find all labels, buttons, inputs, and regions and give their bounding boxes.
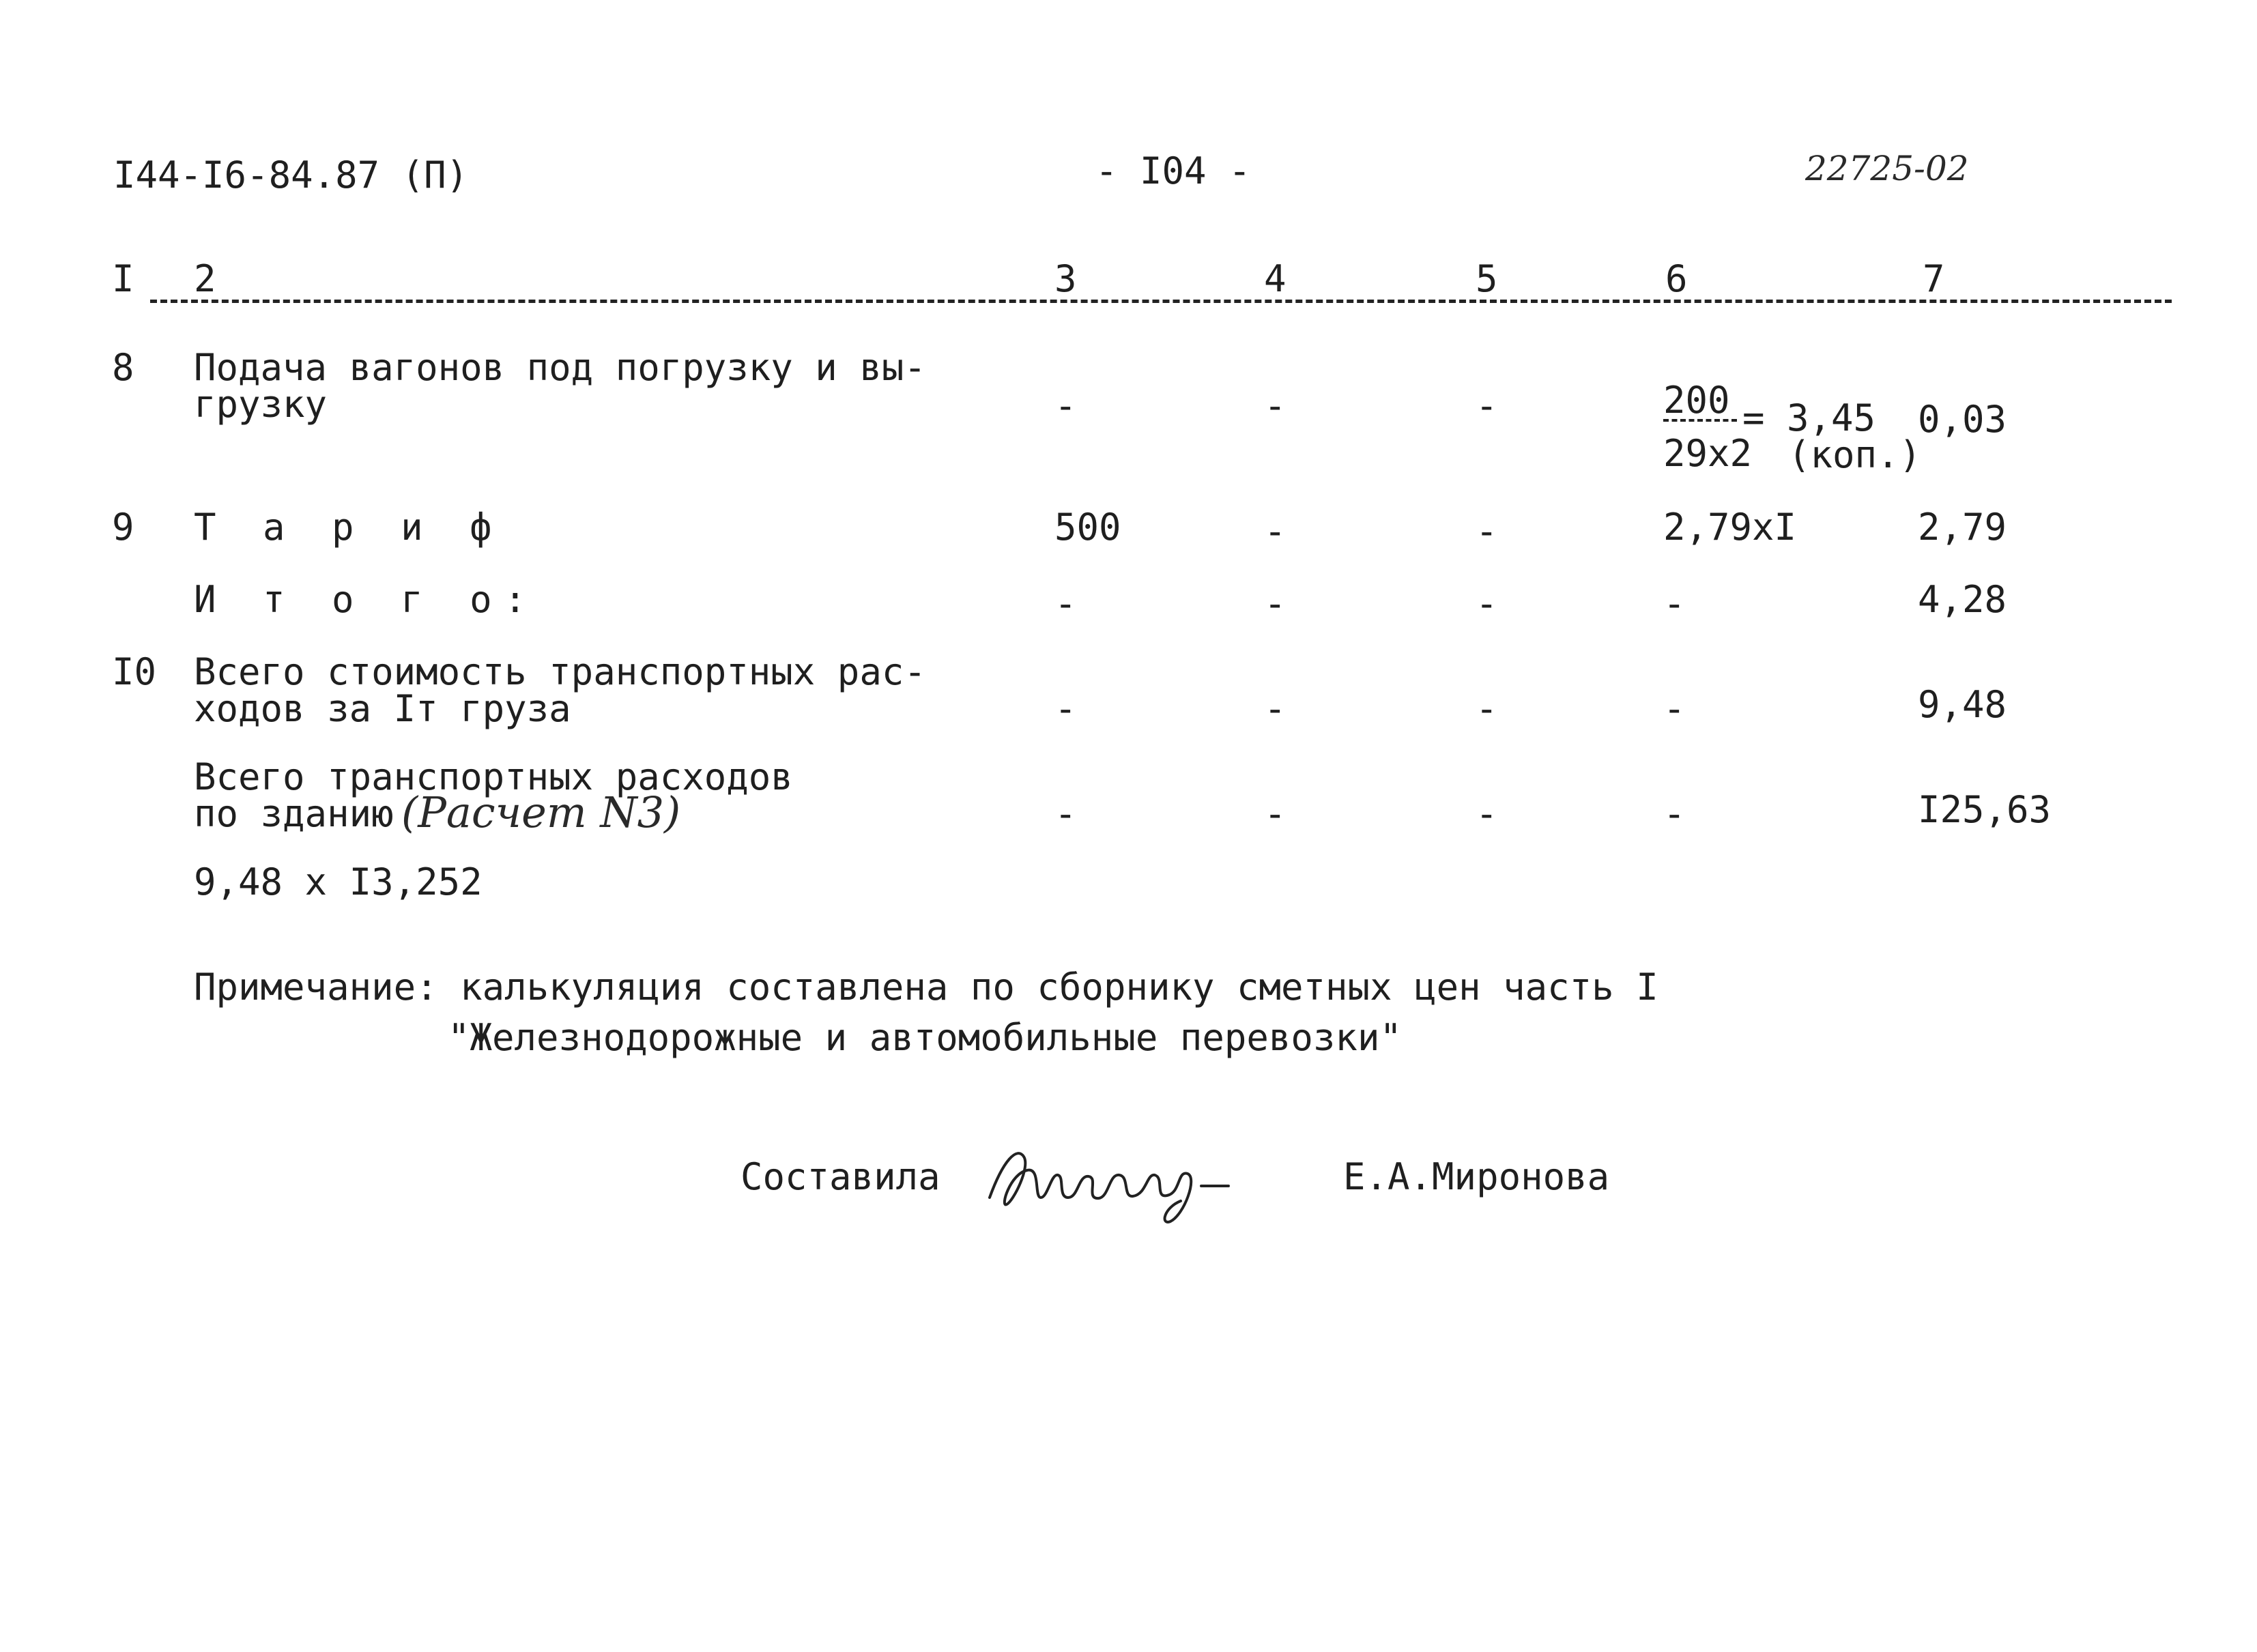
cell-col7: I25,63 bbox=[1918, 788, 2052, 831]
column-number-2: 2 bbox=[194, 257, 216, 300]
cell-col6: - bbox=[1663, 582, 1686, 625]
handwritten-calc-reference: (Расчет N3) bbox=[401, 787, 681, 837]
fraction-bar bbox=[1663, 419, 1737, 422]
row-description-cont: грузку bbox=[194, 383, 328, 426]
cell-col3: - bbox=[1054, 384, 1077, 427]
cell-col4: - bbox=[1264, 582, 1286, 625]
cell-col5: - bbox=[1476, 582, 1498, 625]
fraction-result: = 3,45 bbox=[1742, 396, 1876, 439]
column-number-3: 3 bbox=[1054, 257, 1077, 300]
signature-label: Составила bbox=[741, 1155, 940, 1198]
unit-label: (коп.) bbox=[1788, 433, 1922, 476]
signer-name: Е.А.Миронова bbox=[1343, 1155, 1610, 1198]
cell-col5: - bbox=[1476, 792, 1498, 835]
cell-col7: 0,03 bbox=[1918, 398, 2007, 441]
row-number: 9 bbox=[112, 506, 134, 549]
fraction-numerator: 200 bbox=[1663, 379, 1730, 422]
handwritten-signature bbox=[976, 1133, 1249, 1228]
cell-col7: 2,79 bbox=[1918, 506, 2007, 549]
row-description: Всего стоимость транспортных рас- bbox=[194, 650, 926, 693]
row-number: 8 bbox=[112, 346, 134, 389]
cell-col5: - bbox=[1476, 384, 1498, 427]
row-description-cont: по зданию bbox=[194, 792, 394, 835]
column-number-4: 4 bbox=[1264, 257, 1286, 300]
document-code: I44-I6-84.87 (П) bbox=[113, 154, 469, 197]
calculation-formula: 9,48 x I3,252 bbox=[194, 860, 483, 903]
cell-col3: - bbox=[1054, 582, 1077, 625]
cell-col4: - bbox=[1264, 384, 1286, 427]
header-divider bbox=[150, 300, 2172, 303]
cell-col3: - bbox=[1054, 687, 1077, 730]
row-description: Подача вагонов под погрузку и вы- bbox=[194, 346, 926, 389]
cell-col4: - bbox=[1264, 687, 1286, 730]
archive-number: 22725-02 bbox=[1805, 149, 1969, 188]
cell-col4: - bbox=[1264, 510, 1286, 553]
cell-col7: 4,28 bbox=[1918, 578, 2007, 621]
cell-col5: - bbox=[1476, 687, 1498, 730]
row-description: Всего транспортных расходов bbox=[194, 755, 793, 798]
cell-col3: 500 bbox=[1054, 506, 1121, 549]
page-number: - I04 - bbox=[1095, 149, 1251, 192]
column-number-1: I bbox=[112, 257, 134, 300]
cell-col7: 9,48 bbox=[1918, 683, 2007, 726]
subtotal-label: И т о г о: bbox=[194, 578, 539, 621]
cell-col5: - bbox=[1476, 510, 1498, 553]
cell-col3: - bbox=[1054, 792, 1077, 835]
column-number-5: 5 bbox=[1476, 257, 1498, 300]
row-description-cont: ходов за Iт груза bbox=[194, 687, 571, 730]
cell-col4: - bbox=[1264, 792, 1286, 835]
cell-col6: - bbox=[1663, 687, 1686, 730]
row-number: I0 bbox=[112, 650, 157, 693]
note-line-2: "Железнодорожные и автомобильные перевозки" bbox=[448, 1016, 1402, 1059]
column-number-6: 6 bbox=[1665, 257, 1688, 300]
cell-col6: 2,79xI bbox=[1663, 506, 1797, 549]
cell-col6: - bbox=[1663, 792, 1686, 835]
note-line-1: Примечание: калькуляция составлена по сборнику сметных цен часть I bbox=[194, 966, 1658, 1009]
fraction-denominator: 29x2 bbox=[1663, 432, 1753, 475]
row-description: Т а р и ф bbox=[194, 506, 504, 549]
column-number-7: 7 bbox=[1923, 257, 1945, 300]
